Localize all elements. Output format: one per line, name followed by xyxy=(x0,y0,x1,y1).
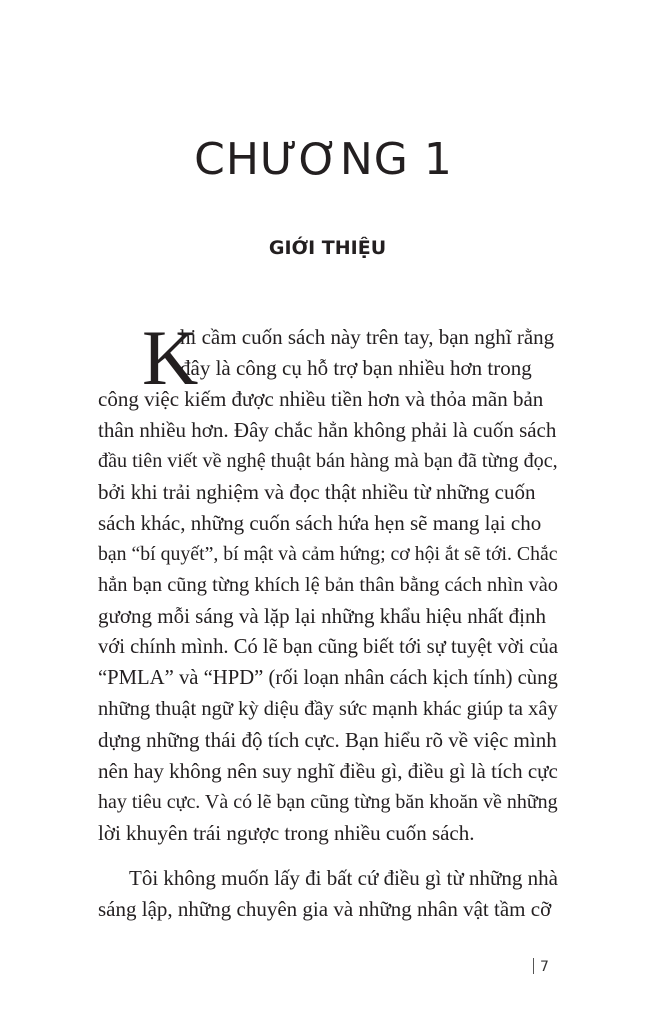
text-line: những thuật ngữ kỳ diệu đầy sức mạnh khác giúp ta xây xyxy=(98,698,558,720)
text-line: bởi khi trải nghiệm và đọc thật nhiều từ những cuốn xyxy=(98,480,536,504)
paragraph-2 xyxy=(98,863,558,925)
body-text xyxy=(98,314,559,925)
chapter-subtitle: GIỚI THIỆU xyxy=(268,237,387,259)
text-line: đầu tiên viết về nghệ thuật bán hàng mà bạn đã từng đọc, xyxy=(98,450,558,472)
text-line: đây là công cụ hỗ trợ bạn nhiều hơn trong xyxy=(180,356,532,380)
text-line: sáng lập, những chuyên gia và những nhân vật tầm cỡ xyxy=(98,897,552,921)
text-line: thân nhiều hơn. Đây chắc hẳn không phải là cuốn sách xyxy=(98,418,557,442)
text-line: hẳn bạn cũng từng khích lệ bản thân bằng cách nhìn vào xyxy=(98,574,558,596)
page-number-divider xyxy=(533,958,534,974)
text-line: công việc kiếm được nhiều tiền hơn và thỏa mãn bản xyxy=(98,387,544,411)
text-line: “PMLA” và “HPD” (rối loạn nhân cách kịch tính) cùng xyxy=(98,667,558,689)
paragraph-1 xyxy=(98,314,558,849)
page-number-value: 7 xyxy=(540,959,549,975)
text-line: sách khác, những cuốn sách hứa hẹn sẽ mang lại cho xyxy=(98,511,542,535)
text-line: nên hay không nên suy nghĩ điều gì, điều gì là tích cực xyxy=(98,759,558,783)
text-line: gương mỗi sáng và lặp lại những khẩu hiệu nhất định xyxy=(98,604,546,628)
page-number xyxy=(533,957,549,977)
text-line: với chính mình. Có lẽ bạn cũng biết tới sự tuyệt vời của xyxy=(98,636,558,658)
text-line: bạn “bí quyết”, bí mật và cảm hứng; cơ hội ắt sẽ tới. Chắc xyxy=(98,543,558,565)
text-line: hay tiêu cực. Và có lẽ bạn cũng từng băn khoăn về những xyxy=(98,791,558,813)
text-line: Tôi không muốn lấy đi bất cứ điều gì từ những nhà xyxy=(129,866,559,890)
chapter-title: CHƯƠNG 1 xyxy=(194,134,453,185)
drop-cap: K xyxy=(142,314,199,401)
text-line: dựng những thái độ tích cực. Bạn hiểu rõ về việc mình xyxy=(98,728,557,752)
text-line: hi cầm cuốn sách này trên tay, bạn nghĩ rằng xyxy=(180,325,555,349)
text-line: lời khuyên trái ngược trong nhiều cuốn sách. xyxy=(98,821,475,845)
